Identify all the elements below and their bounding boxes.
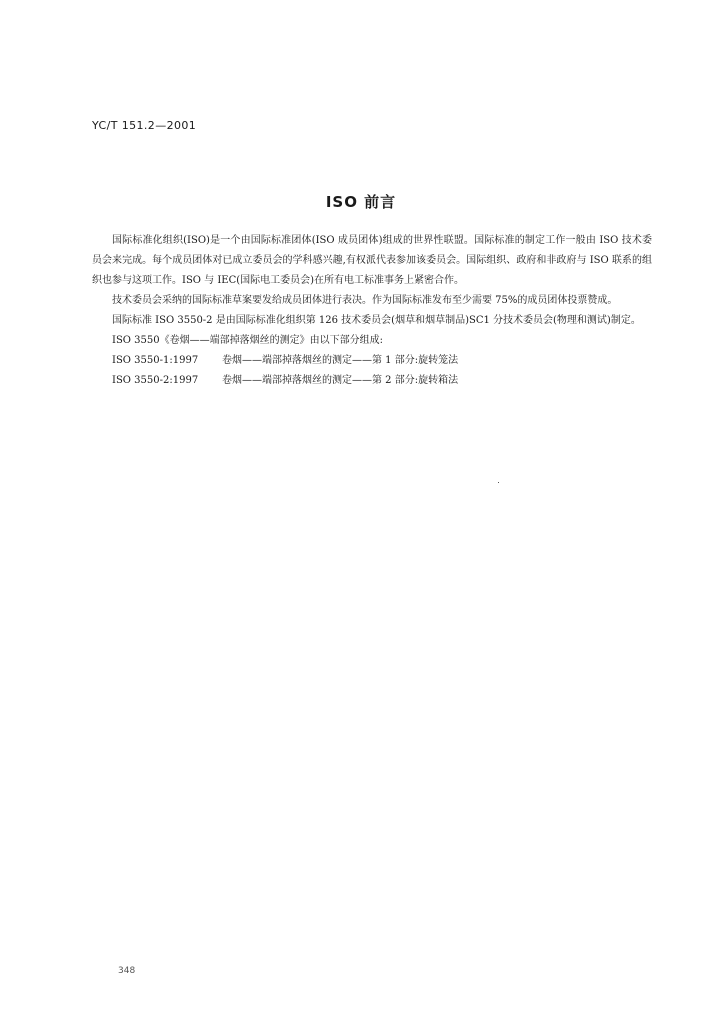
foreword-body bbox=[92, 231, 652, 391]
paragraph-iso-organization: 国际标准化组织(ISO)是一个由国际标准团体(ISO 成员团体)组成的世界性联盟。国际标准的制定工作一般由 ISO 技术委员会来完成。每个成员团体对已成立委员会的学科感兴趣,有权派代表参加该委员会。国际组织、政府和非政府与 ISO 联系的组织也参与这项工作。ISO 与 IEC(国际电工委员会)在所有电工标准事务上紧密合作。 bbox=[92, 235, 652, 286]
scan-speck bbox=[498, 482, 499, 483]
paragraph-series-intro: ISO 3550《卷烟——端部掉落烟丝的测定》由以下部分组成: bbox=[112, 335, 383, 346]
part-code: ISO 3550-2:1997 bbox=[112, 375, 199, 386]
list-item bbox=[92, 351, 652, 371]
list-item bbox=[92, 371, 652, 391]
parts-list bbox=[92, 351, 652, 391]
page-number: 348 bbox=[118, 966, 136, 976]
paragraph-voting: 技术委员会采纳的国际标准草案要发给成员团体进行表决。作为国际标准发布至少需要 75%的成员团体投票赞成。 bbox=[112, 295, 618, 306]
part-title: 卷烟——端部掉落烟丝的测定——第 2 部分:旋转箱法 bbox=[222, 375, 459, 386]
paragraph-preparation: 国际标准 ISO 3550-2 是由国际标准化组织第 126 技术委员会(烟草和烟草制品)SC1 分技术委员会(物理和测试)制定。 bbox=[112, 315, 641, 326]
section-title: ISO 前言 bbox=[325, 193, 397, 211]
part-code: ISO 3550-1:1997 bbox=[112, 355, 199, 366]
standard-code-header: YC/T 151.2—2001 bbox=[92, 119, 197, 132]
part-title: 卷烟——端部掉落烟丝的测定——第 1 部分:旋转笼法 bbox=[222, 355, 459, 366]
